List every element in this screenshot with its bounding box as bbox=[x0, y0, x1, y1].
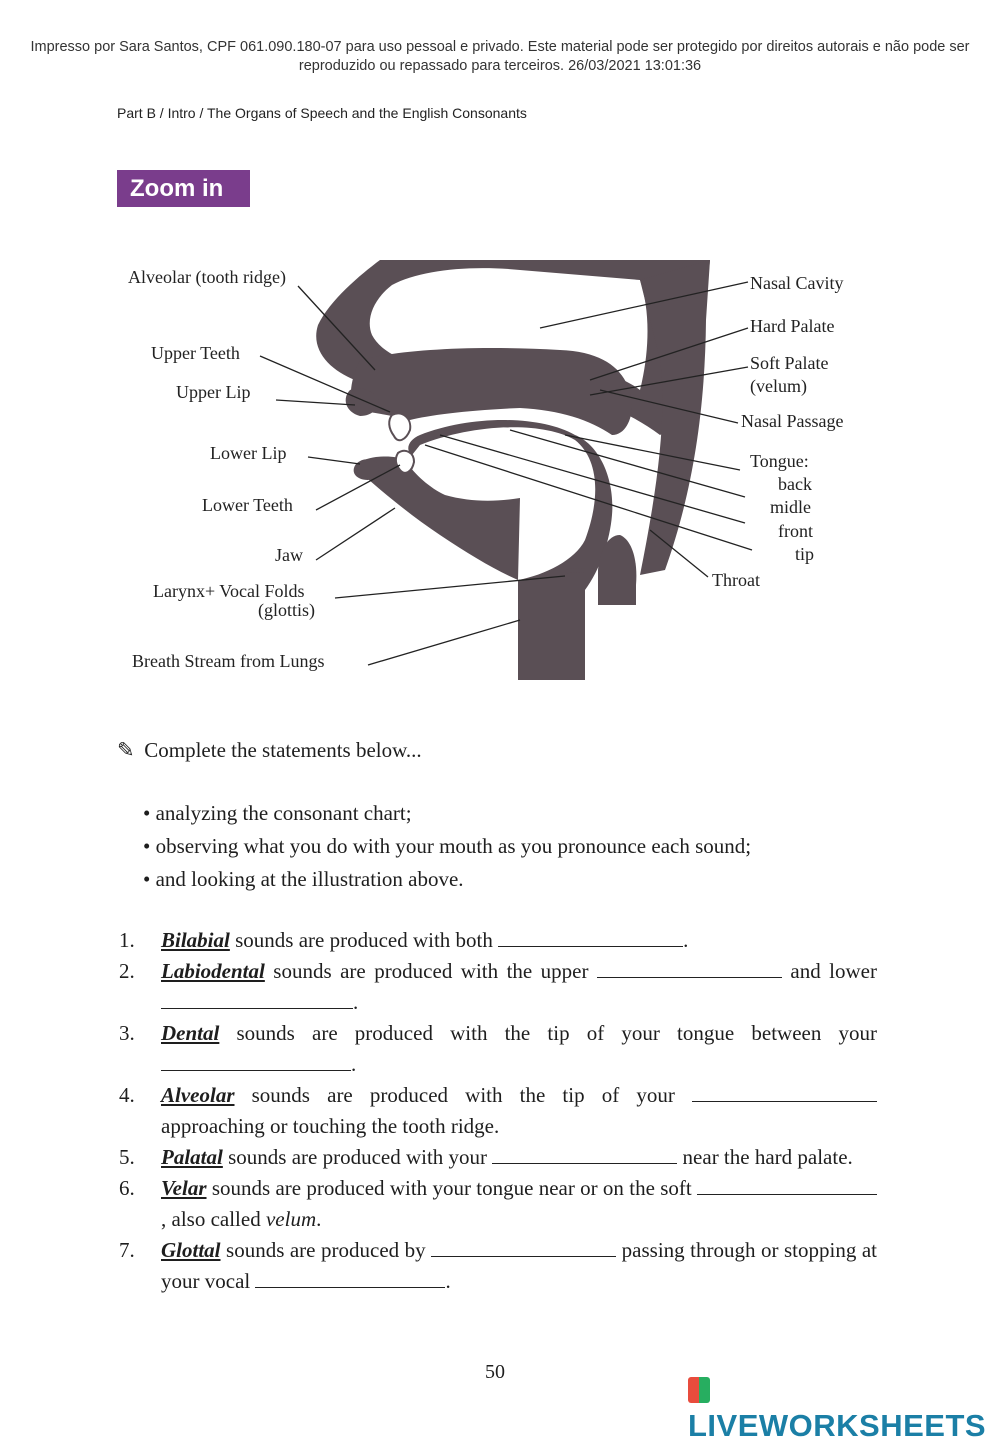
answer-blank-5[interactable] bbox=[492, 1143, 677, 1164]
answer-blank-2a[interactable] bbox=[597, 957, 782, 978]
list-item: • and looking at the illustration above. bbox=[143, 863, 751, 896]
pencil-icon: ✎ bbox=[117, 738, 135, 762]
label-soft-palate: Soft Palate bbox=[750, 353, 829, 373]
question-4: 4. Alveolar sounds are produced with the tip of your approaching or touching the tooth ridge. bbox=[117, 1080, 877, 1142]
answer-blank-7a[interactable] bbox=[431, 1236, 616, 1257]
label-jaw: Jaw bbox=[275, 545, 303, 565]
label-tongue: Tongue: bbox=[750, 451, 809, 471]
speech-organs-diagram bbox=[0, 240, 1000, 680]
lower-jaw bbox=[360, 456, 520, 580]
section-title-badge: Zoom in bbox=[117, 170, 250, 207]
answer-blank-3[interactable] bbox=[161, 1050, 351, 1071]
answer-blank-6[interactable] bbox=[697, 1174, 877, 1195]
label-throat: Throat bbox=[712, 570, 760, 590]
answer-blank-1[interactable] bbox=[498, 926, 683, 947]
list-item: • analyzing the consonant chart; bbox=[143, 797, 751, 830]
label-lower-lip: Lower Lip bbox=[210, 443, 287, 463]
label-glottis: (glottis) bbox=[258, 600, 315, 620]
question-list bbox=[117, 925, 877, 1297]
breadcrumb: Part B / Intro / The Organs of Speech and the English Consonants bbox=[117, 105, 527, 121]
question-7: 7. Glottal sounds are produced by passing through or stopping at your vocal . bbox=[119, 1238, 877, 1293]
label-breath-stream: Breath Stream from Lungs bbox=[132, 651, 325, 671]
answer-blank-2b[interactable] bbox=[161, 988, 353, 1009]
bullet-list bbox=[143, 797, 751, 896]
label-upper-teeth: Upper Teeth bbox=[151, 343, 240, 363]
question-2: 2. Labiodental sounds are produced with the upper and lower . bbox=[119, 959, 877, 1014]
question-1: 1. Bilabial sounds are produced with both . bbox=[119, 928, 689, 952]
instruction: ✎ Complete the statements below... bbox=[117, 738, 422, 762]
label-tongue-back: back bbox=[778, 474, 812, 494]
label-upper-lip: Upper Lip bbox=[176, 382, 251, 402]
label-lower-teeth: Lower Teeth bbox=[202, 495, 293, 515]
copyright-notice: Impresso por Sara Santos, CPF 061.090.180-07 para uso pessoal e privado. Este material pode ser protegido por direitos autorais e não pode ser reproduzido ou repassado para terceiros. 26/03/2021 13:01:36 bbox=[30, 39, 970, 74]
page-number: 50 bbox=[485, 1361, 505, 1383]
upper-tooth bbox=[389, 413, 410, 440]
answer-blank-7b[interactable] bbox=[255, 1267, 445, 1288]
label-nasal-passage: Nasal Passage bbox=[741, 411, 844, 431]
liveworksheets-logo-icon bbox=[688, 1377, 710, 1403]
label-tongue-tip: tip bbox=[795, 544, 815, 564]
question-3: 3. Dental sounds are produced with the tip of your tongue between your . bbox=[119, 1021, 877, 1076]
label-tongue-front: front bbox=[778, 521, 813, 541]
label-hard-palate: Hard Palate bbox=[750, 316, 835, 336]
label-velum: (velum) bbox=[750, 376, 807, 396]
label-alveolar: Alveolar (tooth ridge) bbox=[128, 267, 286, 287]
list-item: • observing what you do with your mouth as you pronounce each sound; bbox=[143, 830, 751, 863]
label-tongue-midle: midle bbox=[770, 497, 811, 517]
lower-teeth bbox=[396, 451, 414, 473]
question-5: 5. Palatal sounds are produced with your near the hard palate. bbox=[119, 1145, 853, 1169]
answer-blank-4[interactable] bbox=[692, 1081, 877, 1102]
label-larynx: Larynx+ Vocal Folds bbox=[153, 581, 305, 601]
label-nasal-cavity: Nasal Cavity bbox=[750, 273, 844, 293]
brand-logo: LIVEWORKSHEETS bbox=[688, 1372, 1000, 1444]
question-6: 6. Velar sounds are produced with your tongue near or on the soft , also called velum. bbox=[117, 1173, 877, 1235]
vocal-folds bbox=[566, 570, 595, 572]
